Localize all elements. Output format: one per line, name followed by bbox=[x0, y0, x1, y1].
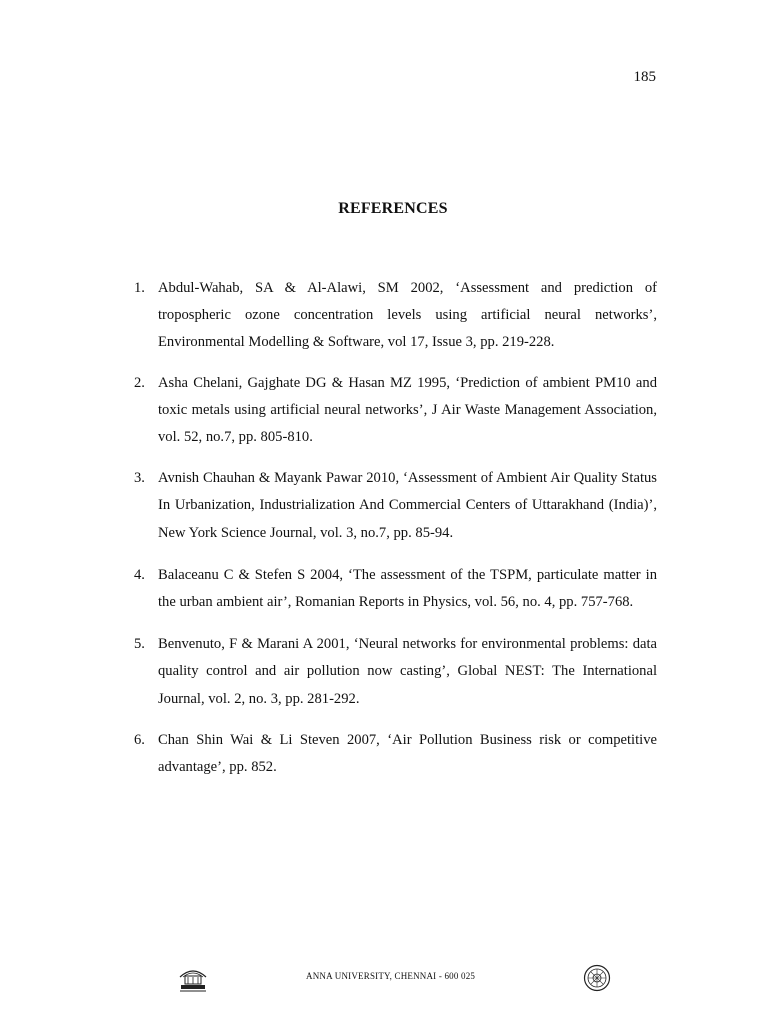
reference-number: 4. bbox=[134, 566, 145, 583]
reference-item bbox=[134, 275, 657, 357]
reference-number: 1. bbox=[134, 280, 145, 296]
reference-text: Abdul-Wahab, SA & Al-Alawi, SM 2002, ‘Assessment and prediction of tropospheric ozone concentration levels using artificial neural networks’, Environmental Modelling & Software, vol 17, Issue 3, pp. 219-228. bbox=[158, 280, 657, 351]
reference-item bbox=[134, 465, 657, 547]
reference-item bbox=[134, 370, 657, 452]
university-emblem-icon bbox=[176, 963, 210, 998]
reference-text: Avnish Chauhan & Mayank Pawar 2010, ‘Assessment of Ambient Air Quality Status In Urbanization, Industrialization And Commercial Centers of Uttarakhand (India)’, New York Science Journal, vol. 3, no.7, pp. 85-94. bbox=[158, 470, 657, 541]
reference-text: Asha Chelani, Gajghate DG & Hasan MZ 1995, ‘Prediction of ambient PM10 and toxic metals using artificial neural networks’, J Air Waste Management Association, vol. 52, no.7, pp. 805-810. bbox=[158, 374, 657, 446]
page-number: 185 bbox=[633, 69, 656, 85]
reference-list bbox=[134, 275, 657, 794]
reference-number: 6. bbox=[134, 731, 145, 748]
footer-text: ANNA UNIVERSITY, CHENNAI - 600 025 bbox=[306, 971, 476, 981]
reference-text: Balaceanu C & Stefen S 2004, ‘The assessment of the TSPM, particulate matter in the urban ambient air’, Romanian Reports in Physics, vol. 56, no. 4, pp. 757-768. bbox=[158, 566, 657, 611]
reference-number: 5. bbox=[134, 636, 145, 653]
page-title: REFERENCES bbox=[338, 200, 448, 217]
reference-number: 3. bbox=[134, 470, 145, 487]
reference-number: 2. bbox=[134, 374, 145, 391]
page-footer bbox=[176, 963, 616, 993]
university-seal-icon bbox=[582, 964, 612, 997]
reference-text: Chan Shin Wai & Li Steven 2007, ‘Air Pollution Business risk or competitive advantage’, pp. 852. bbox=[158, 731, 657, 776]
reference-item bbox=[134, 631, 657, 713]
reference-item bbox=[134, 727, 657, 781]
reference-item bbox=[134, 562, 657, 616]
reference-text: Benvenuto, F & Marani A 2001, ‘Neural networks for environmental problems: data quality control and air pollution now casting’, Global NEST: The International Journal, vol. 2, no. 3, pp. 281-292. bbox=[158, 636, 657, 707]
